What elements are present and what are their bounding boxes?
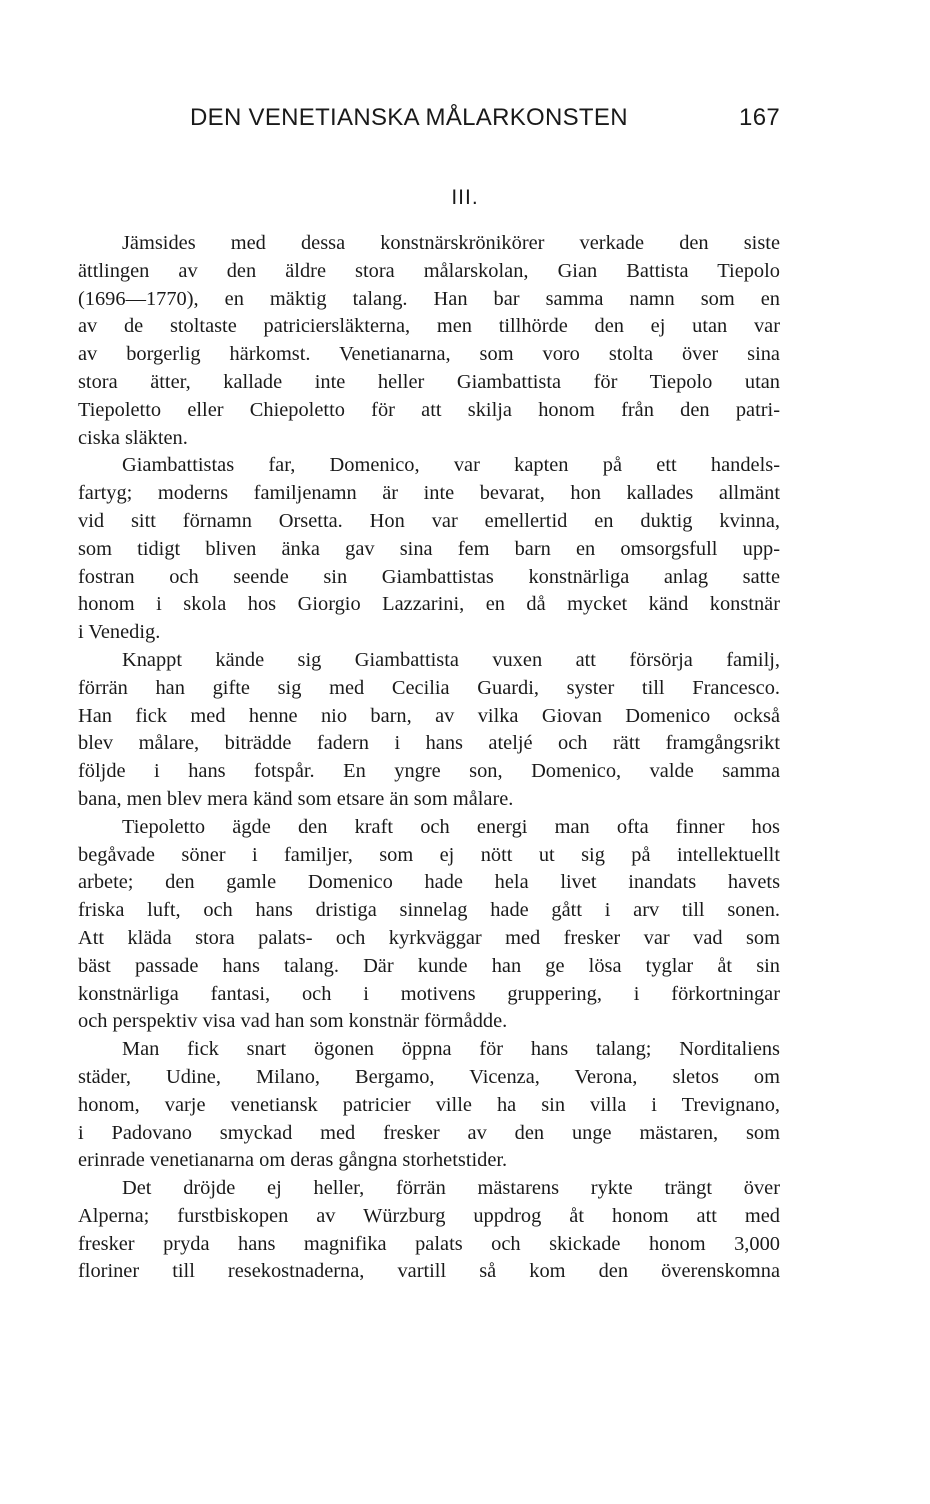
text-line: fostran och seende sin Giambattistas konstnärliga anlag satte	[78, 565, 780, 588]
text-line: Knappt kände sig Giambattista vuxen att försörja familj,	[122, 648, 780, 671]
body-text	[78, 230, 780, 1286]
text-line: och perspektiv visa vad han som konstnär förmådde.	[78, 1010, 508, 1033]
text-line: i Padovano smyckad med fresker av den unge mästaren, som	[78, 1121, 780, 1144]
text-line: ättlingen av den äldre stora målarskolan, Gian Battista Tiepolo	[78, 259, 780, 282]
text-line: förrän han gifte sig med Cecilia Guardi, syster till Francesco.	[78, 676, 780, 699]
text-line: friska luft, och hans dristiga sinnelag hade gått i arv till sonen.	[78, 899, 780, 922]
text-line: Giambattistas far, Domenico, var kapten på ett handels-	[122, 454, 780, 477]
text-line: fartyg; moderns familjenamn är inte bevarat, hon kallades allmänt	[78, 482, 780, 505]
text-line: städer, Udine, Milano, Bergamo, Vicenza, Verona, sletos om	[78, 1065, 780, 1088]
text-line: honom i skola hos Giorgio Lazzarini, en då mycket känd konstnär	[78, 593, 780, 616]
text-line: (1696—1770), en mäktig talang. Han bar samma namn som en	[78, 287, 780, 310]
section-numeral: III.	[451, 186, 479, 209]
text-line: Jämsides med dessa konstnärskrönikörer verkade den siste	[122, 232, 780, 254]
text-line: Det dröjde ej heller, förrän mästarens rykte trängt över	[122, 1177, 780, 1200]
text-line: honom, varje venetiansk patricier ville ha sin villa i Trevignano,	[78, 1093, 780, 1116]
text-line: Alperna; furstbiskopen av Würzburg uppdrog åt honom att med	[78, 1204, 780, 1227]
running-head	[78, 104, 780, 138]
text-line: Tiepoletto ägde den kraft och energi man ofta finner hos	[122, 815, 780, 838]
text-line: Man fick snart ögonen öppna för hans talang; Norditaliens	[122, 1038, 780, 1061]
text-line: bäst passade hans talang. Där kunde han ge lösa tyglar åt sin	[78, 954, 780, 977]
text-line: konstnärliga fantasi, och i motivens gruppering, i förkortningar	[78, 982, 780, 1005]
text-line: stora ätter, kallade inte heller Giambattista för Tiepolo utan	[78, 370, 780, 393]
text-line: Att kläda stora palats- och kyrkväggar med fresker var vad som	[78, 926, 780, 949]
text-line: i Venedig.	[78, 621, 161, 644]
text-line: bana, men blev mera känd som etsare än som målare.	[78, 787, 514, 810]
text-line: av de stoltaste patriciersläkterna, men tillhörde den ej utan var	[78, 315, 780, 338]
running-title: DEN VENETIANSKA MÅLARKONSTEN	[190, 104, 628, 131]
text-line: fresker pryda hans magnifika palats och skickade honom 3,000	[78, 1232, 780, 1255]
text-line: följde i hans fotspår. En yngre son, Domenico, valde samma	[78, 760, 780, 783]
text-line: begåvade söner i familjer, som ej nött ut sig på intellektuellt	[78, 843, 780, 866]
text-line: Han fick med henne nio barn, av vilka Giovan Domenico också	[78, 704, 780, 727]
text-line: som tidigt bliven änka gav sina fem barn en omsorgsfull upp-	[78, 537, 780, 560]
text-line: erinrade venetianarna om deras gångna storhetstider.	[78, 1149, 508, 1172]
text-line: arbete; den gamle Domenico hade hela livet inandats havets	[78, 871, 780, 894]
text-line: vid sitt förnamn Orsetta. Hon var emellertid en duktig kvinna,	[78, 509, 780, 532]
text-line: ciska släkten.	[78, 426, 188, 449]
text-line: floriner till resekostnaderna, vartill så kom den överenskomna	[78, 1260, 780, 1283]
text-line: av borgerlig härkomst. Venetianarna, som voro stolta över sina	[78, 343, 780, 366]
text-line: blev målare, biträdde fadern i hans ateljé och rätt framgångsrikt	[78, 732, 780, 755]
text-line: Tiepoletto eller Chiepoletto för att skilja honom från den patri-	[78, 398, 780, 421]
page-number: 167	[739, 104, 780, 131]
